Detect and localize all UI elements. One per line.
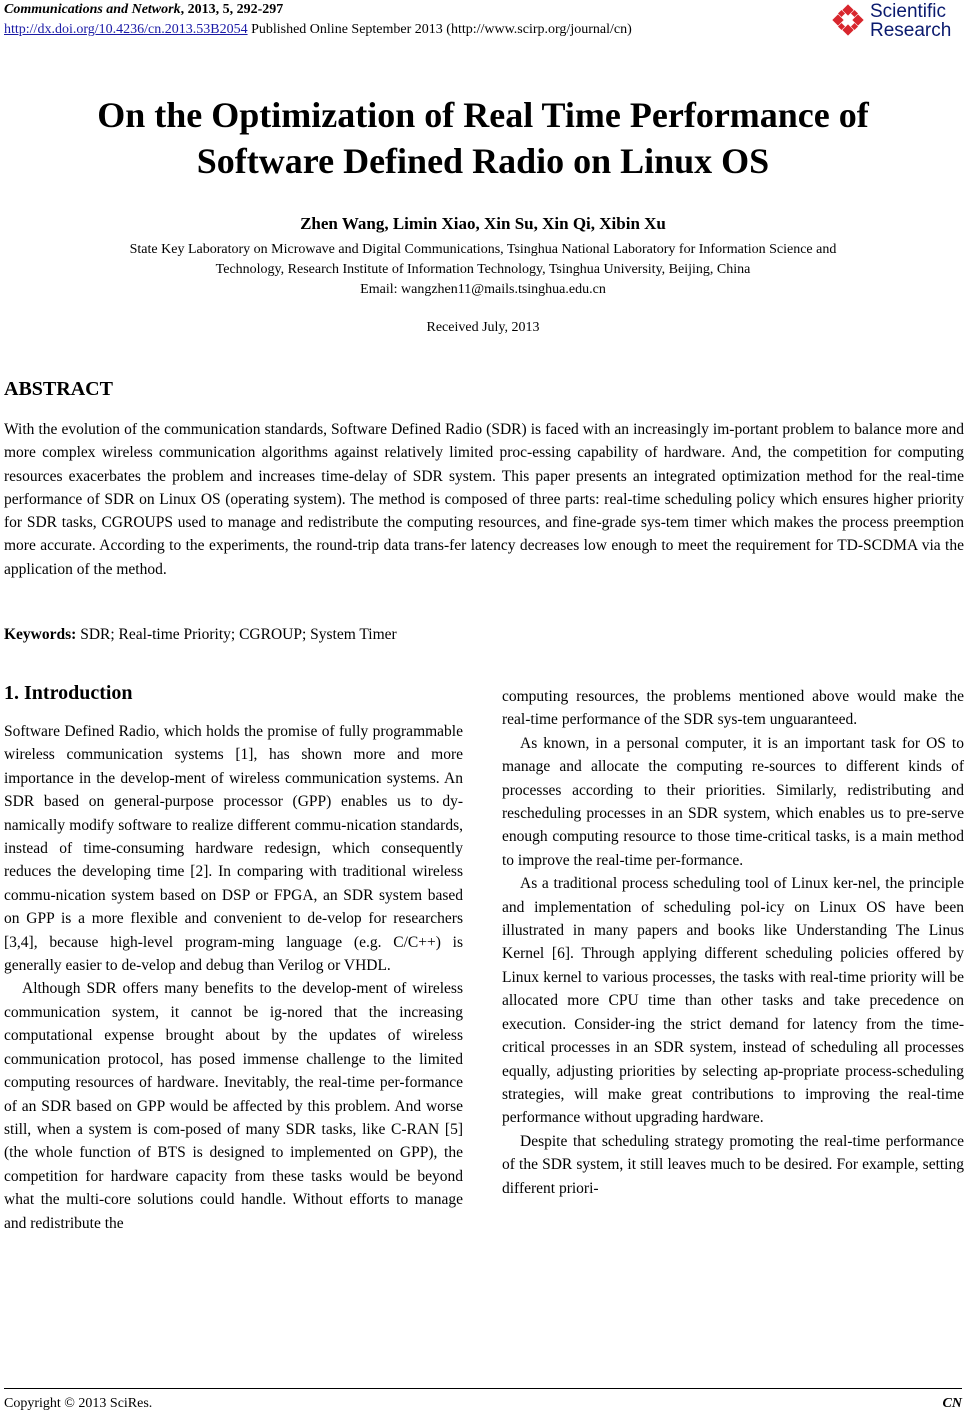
authors: Zhen Wang, Limin Xiao, Xin Su, Xin Qi, Xibin Xu — [300, 214, 666, 233]
footer-rule — [4, 1388, 962, 1389]
paragraph: computing resources, the problems mentioned above would make the real-time performance of the SDR sys-tem unguaranteed. — [502, 688, 964, 729]
right-column — [502, 685, 964, 1200]
abstract-text: With the evolution of the communication standards, Software Defined Radio (SDR) is faced with an increasingly im-portant problem to balance more and more complex wireless communication algorithms against relatively limited proc-essing capability of hardware. And, the competition for computing resources exacerbates the problem and increases time-delay of SDR system. This paper presents an integrated optimization method for the real-time performance of SDR on Linux OS (operating system). The method is composed of three parts: real-time scheduling policy which ensures higher priority for SDR tasks, CGROUPS used to manage and redistribute the computing resources, and fine-grade sys-tem timer which makes the process preemption more accurate. According to the experiments, the round-trip data trans-fer latency decreases low enough to meet the requirement for TD-SCDMA via the application of the method. — [4, 421, 964, 578]
logo-text-line2: Research — [870, 20, 952, 41]
copyright: Copyright © 2013 SciRes. — [4, 1396, 153, 1411]
affiliation-line2: Technology, Research Institute of Information Technology, Tsinghua University, Beijing, China — [215, 262, 751, 277]
doi-link[interactable]: http://dx.doi.org/10.4236/cn.2013.53B2054 — [4, 22, 248, 37]
received-date: Received July, 2013 — [426, 320, 540, 335]
publication-info: Published Online September 2013 (http://www.scirp.org/journal/cn) — [247, 22, 632, 37]
affiliation — [10, 240, 956, 280]
paragraph: As known, in a personal computer, it is an important task for OS to manage and allocate the computing re-sources to different kinds of processes according to their priorities. Similarly, redistributing and rescheduling processes in an SDR system, which enables us to pre-serve enough computing resource to those time-critical tasks, is a main method to improve the real-time per-formance. — [502, 734, 964, 869]
abstract-heading: ABSTRACT — [4, 378, 113, 400]
paper-title — [20, 92, 946, 184]
left-column — [4, 720, 463, 1235]
journal-volume-pages: , 2013, 5, 292-297 — [180, 2, 284, 17]
keywords-list: SDR; Real-time Priority; CGROUP; System Timer — [76, 626, 397, 643]
keywords — [4, 626, 397, 644]
paragraph: As a traditional process scheduling tool of Linux ker-nel, the principle and implementation of scheduling pol-icy on Linux OS have been illustrated in many papers and books like Understanding The Linus Kernel [6]. Through applying different scheduling policies offered by Linux kernel to various processes, the tasks with real-time priority will be allocated more CPU time than other tasks and take precedence on execution. Consider-ing the strict demand for latency from the time-critical processes in an SDR system, instead of scheduling all processes equally, adjusting priorities by selecting ap-propriate process-scheduling strategies, will make great contributions to improving the real-time performance without upgrading hardware. — [502, 875, 964, 1127]
doi-line — [4, 20, 632, 40]
paragraph: Software Defined Radio, which holds the promise of fully programmable wireless communication systems [1], has shown more and more importance in the develop-ment of wireless communication systems. An SDR based on general-purpose processor (GPP) enables us to dy-namically modify software to realize different commu-nication standards, instead of time-consuming hardware redesign, which consequently reduces the developing time [2]. In comparing with traditional wireless commu-nication system based on DSP or FPGA, an SDR system based on GPP is a more flexible and convenient to de-velop for researchers [3,4], because high-level program-ming language (e.g. C/C++) is generally easier to de-velop and debug than Verilog or VHDL. — [4, 723, 463, 975]
affiliation-line1: State Key Laboratory on Microwave and Digital Communications, Tsinghua National Laboratory for Information Science and — [129, 242, 837, 257]
author-email: Email: wangzhen11@mails.tsinghua.edu.cn — [360, 282, 606, 297]
paragraph: Despite that scheduling strategy promoting the real-time performance of the SDR system, it still leaves much to be desired. For example, setting different priori- — [502, 1132, 964, 1197]
logo-text — [870, 2, 951, 40]
title-line2: Software Defined Radio on Linux OS — [196, 141, 770, 181]
keywords-label: Keywords: — [4, 626, 77, 643]
journal-citation — [4, 0, 632, 20]
logo-text-line1: Scientific — [870, 1, 947, 22]
page-header — [4, 0, 632, 40]
scientific-research-logo-icon — [830, 4, 866, 40]
journal-name: Communications and Network — [4, 2, 181, 17]
section-heading-introduction: 1. Introduction — [4, 682, 133, 704]
title-line1: On the Optimization of Real Time Performance of — [97, 95, 869, 135]
paragraph: Although SDR offers many benefits to the develop-ment of wireless communication system, it cannot be ig-nored that the increasing computational expense brought about by the updates of wireless communication protocol, has posed immense challenge to the limited computing resources of hardware. Inevitably, the real-time per-formance of an SDR based on GPP would be affected by this problem. And worse still, when a system is com-posed of many SDR tasks, like C-RAN [5] (the whole function of BTS is designed to implemented on GPP), the competition for hardware capacity from these tasks would be beyond what the multi-core solutions could handle. Without efforts to manage and redistribute the — [4, 980, 463, 1232]
publisher-logo — [830, 2, 960, 44]
journal-abbreviation: CN — [942, 1396, 962, 1411]
